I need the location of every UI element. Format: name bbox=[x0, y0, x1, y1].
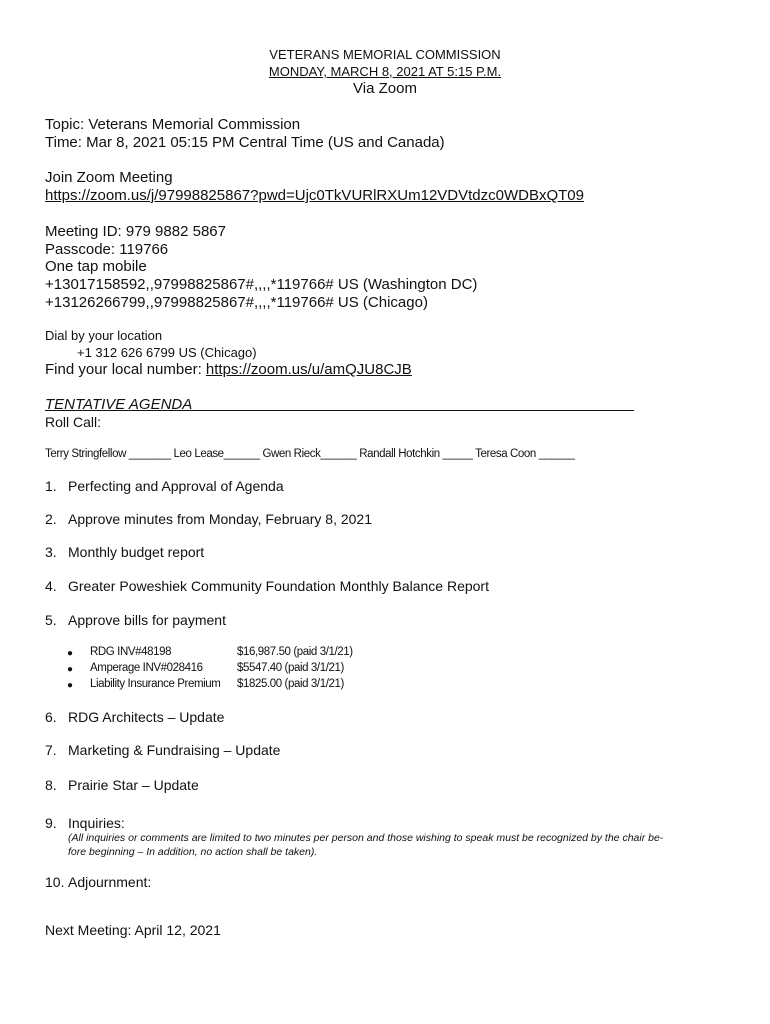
bill-amount: $16,987.50 (paid 3/1/21) bbox=[237, 646, 353, 658]
inquiries-note-line-2: fore beginning – In addition, no action shall be taken). bbox=[68, 846, 318, 858]
roll-call-label: Roll Call: bbox=[45, 414, 102, 430]
time-line: Time: Mar 8, 2021 05:15 PM Central Time (US and Canada) bbox=[45, 134, 445, 151]
find-number-line bbox=[45, 361, 412, 378]
agenda-item-5: 5. Approve bills for payment bbox=[45, 612, 226, 628]
dial-number: +1 312 626 6799 US (Chicago) bbox=[77, 345, 257, 360]
one-tap-chicago: +13126266799,,97998825867#,,,,*119766# US (Chicago) bbox=[45, 294, 428, 311]
via-zoom: Via Zoom bbox=[353, 80, 417, 97]
one-tap-label: One tap mobile bbox=[45, 258, 147, 275]
roll-call-roster: Terry Stringfellow _______ Leo Lease______ Gwen Rieck______ Randall Hotchkin _____ Teresa Coon ______ bbox=[45, 448, 575, 460]
agenda-item-2: 2. Approve minutes from Monday, February 8, 2021 bbox=[45, 511, 373, 527]
agenda-item-8: 8. Prairie Star – Update bbox=[45, 777, 199, 793]
agenda-item-10: 10. Adjournment: bbox=[45, 874, 152, 890]
meeting-date bbox=[0, 64, 770, 79]
next-meeting: Next Meeting: April 12, 2021 bbox=[45, 922, 221, 938]
agenda-divider bbox=[45, 410, 634, 411]
agenda-item-6: 6. RDG Architects – Update bbox=[45, 709, 225, 725]
find-url-link[interactable]: https://zoom.us/u/amQJU8CJB bbox=[205, 361, 412, 378]
dial-label: Dial by your location bbox=[45, 328, 163, 343]
bill-amount: $5547.40 (paid 3/1/21) bbox=[237, 662, 344, 674]
bill-name: Amperage INV#028416 bbox=[90, 662, 203, 674]
agenda-title: TENTATIVE AGENDA bbox=[45, 396, 193, 413]
meeting-date-text: MONDAY, MARCH 8, 2021 AT 5:15 P.M. bbox=[268, 64, 502, 79]
org-title: VETERANS MEMORIAL COMMISSION bbox=[269, 47, 501, 62]
agenda-item-7: 7. Marketing & Fundraising – Update bbox=[45, 742, 281, 758]
agenda-item-3: 3. Monthly budget report bbox=[45, 544, 205, 560]
bullet-icon: ● bbox=[67, 664, 74, 675]
bullet-icon: ● bbox=[67, 680, 74, 691]
topic-line: Topic: Veterans Memorial Commission bbox=[45, 116, 301, 133]
find-label: Find your local number: bbox=[45, 361, 206, 378]
agenda-item-9: 9. Inquiries: bbox=[45, 815, 125, 831]
join-label: Join Zoom Meeting bbox=[45, 169, 173, 186]
bullet-icon: ● bbox=[67, 648, 74, 659]
one-tap-dc: +13017158592,,97998825867#,,,,*119766# US (Washington DC) bbox=[45, 276, 478, 293]
agenda-item-4: 4. Greater Poweshiek Community Foundation Monthly Balance Report bbox=[45, 578, 489, 594]
inquiries-note-line-1: (All inquiries or comments are limited to two minutes per person and those wishing to speak must be recognized by the chair be- bbox=[68, 832, 664, 844]
bill-amount: $1825.00 (paid 3/1/21) bbox=[237, 678, 344, 690]
meeting-id: Meeting ID: 979 9882 5867 bbox=[45, 223, 226, 240]
agenda-item-1: 1. Perfecting and Approval of Agenda bbox=[45, 478, 284, 494]
bill-name: Liability Insurance Premium bbox=[90, 678, 221, 690]
bill-name: RDG INV#48198 bbox=[90, 646, 172, 658]
join-url-link[interactable]: https://zoom.us/j/97998825867?pwd=Ujc0TkVURlRXUm12VDVtdzc0WDBxQT09 bbox=[45, 187, 584, 204]
passcode: Passcode: 119766 bbox=[45, 241, 169, 258]
